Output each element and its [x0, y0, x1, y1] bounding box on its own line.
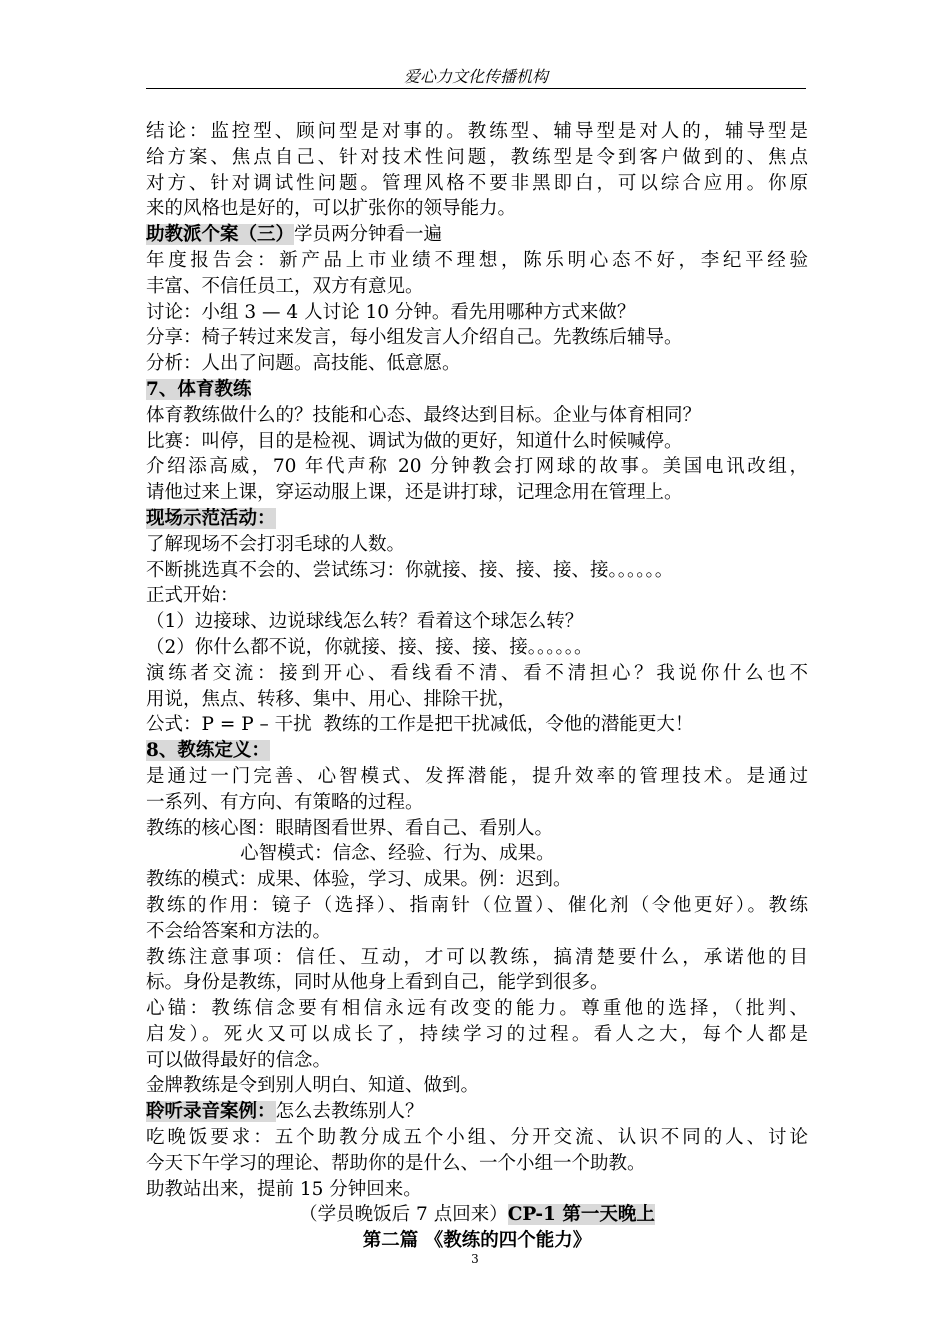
line-text: 年度报告会：新产品上市业绩不理想，陈乐明心态不好，李纪平经验	[146, 249, 808, 271]
line-text: 不断挑选真不会的、尝试练习：你就接、接、接、接、接。。。。。。	[146, 559, 674, 581]
text-line	[146, 1048, 808, 1074]
evening-note: （学员晚饭后 7 点回来）	[299, 1204, 508, 1226]
line-text: 心锚：教练信念要有相信永远有改变的能力。尊重他的选择，（批判、	[146, 998, 808, 1020]
text-line	[146, 583, 808, 609]
line-text: 标。身份是教练，同时从他身上看到自己，能学到很多。	[146, 972, 609, 994]
text-line	[146, 1099, 808, 1125]
bold-heading: 现场示范活动：	[146, 507, 276, 529]
text-line	[146, 480, 808, 506]
text-line	[146, 1022, 808, 1048]
text-line	[146, 919, 808, 945]
line-text: 学员两分钟看一遍	[294, 224, 443, 246]
text-line	[146, 171, 808, 197]
paragraph-lines	[146, 119, 808, 1202]
line-text: 教练的作用：镜子（选择）、指南针（位置）、催化剂（令他更好）。教练	[146, 894, 808, 916]
line-text: 教练的模式：成果、体验，学习、成果。例：迟到。	[146, 869, 572, 891]
text-line	[146, 635, 808, 661]
page-number: 3	[471, 1252, 479, 1266]
line-text: 教练注意事项：信任、互动，才可以教练，搞清楚要什么，承诺他的目	[146, 946, 808, 968]
line-text: 了解现场不会打羽毛球的人数。	[146, 533, 406, 555]
line-text: 对方、针对调试性问题。管理风格不要非黑即白，可以综合应用。你原	[146, 172, 808, 194]
line-text: 比赛：叫停，目的是检视、调试为做的更好，知道什么时候喊停。	[146, 430, 683, 452]
text-line	[146, 1151, 808, 1177]
text-line	[146, 1125, 808, 1151]
line-text: 正式开始：	[146, 585, 239, 607]
line-text: 结论：监控型、顾问型是对事的。教练型、辅导型是对人的，辅导型是	[146, 121, 808, 142]
line-text: （1）边接球、边说球线怎么转？看着这个球怎么转？	[146, 611, 584, 633]
line-text: 助教站出来，提前 15 分钟回来。	[146, 1178, 422, 1200]
bold-heading: 8、教练定义：	[146, 740, 270, 762]
line-text: 怎么去教练别人？	[275, 1101, 424, 1123]
text-line	[146, 532, 808, 558]
text-line	[146, 661, 808, 687]
line-text: 讨论：小组 3 — 4 人讨论 10 分钟。看先用哪种方式来做？	[146, 301, 636, 323]
text-line	[146, 325, 808, 351]
bold-heading: 聆听录音案例：	[146, 1101, 276, 1123]
text-line	[146, 558, 808, 584]
line-text: 丰富、不信任员工，双方有意见。	[146, 275, 424, 297]
chapter-title: 第二篇 《教练的四个能力》	[362, 1230, 592, 1252]
text-line	[146, 945, 808, 971]
line-text: 是通过一门完善、心智模式、发挥潜能，提升效率的管理技术。是通过	[146, 765, 808, 787]
bold-heading: 7、体育教练	[146, 378, 252, 400]
line-text: 吃晚饭要求：五个助教分成五个小组、分开交流、认识不同的人、讨论	[146, 1127, 808, 1149]
text-line	[146, 841, 808, 867]
line-text: 公式：P = P – 干扰 教练的工作是把干扰减低，令他的潜能更大！	[146, 714, 694, 736]
text-line	[146, 119, 808, 145]
document-body	[146, 119, 808, 1254]
line-text: 来的风格也是好的，可以扩张你的领导能力。	[146, 198, 517, 220]
text-line	[146, 248, 808, 274]
line-text: 体育教练做什么的？技能和心态、最终达到目标。企业与体育相同？	[146, 404, 702, 426]
text-line	[146, 300, 808, 326]
line-text: 分析：人出了问题。高技能、低意愿。	[146, 353, 461, 375]
evening-title: CP-1 第一天晚上	[507, 1204, 655, 1226]
text-line	[146, 506, 808, 532]
line-text: 一系列、有方向、有策略的过程。	[146, 791, 424, 813]
line-text: （2）你什么都不说，你就接、接、接、接、接。。。。。。	[146, 636, 593, 658]
line-text: 不会给答案和方法的。	[146, 920, 332, 942]
text-line	[146, 377, 808, 403]
text-line	[146, 609, 808, 635]
text-line	[146, 1177, 808, 1203]
line-text: 分享：椅子转过来发言，每小组发言人介绍自己。先教练后辅导。	[146, 327, 683, 349]
line-text: 心智模式：信念、经验、行为、成果。	[146, 843, 555, 865]
page-header: 爱心力文化传播机构	[146, 66, 806, 89]
text-line	[146, 867, 808, 893]
text-line	[146, 687, 808, 713]
line-text: 用说，焦点、转移、集中、用心、排除干扰，	[146, 688, 517, 710]
line-text: 教练的核心图：眼睛图看世界、看自己、看别人。	[146, 817, 554, 839]
text-line	[146, 738, 808, 764]
text-line	[146, 764, 808, 790]
text-line	[146, 222, 808, 248]
bold-heading: 助教派个案（三）	[146, 224, 295, 246]
line-text: 启发）。死火又可以成长了，持续学习的过程。看人之大，每个人都是	[146, 1023, 808, 1045]
text-line	[146, 790, 808, 816]
text-line	[146, 893, 808, 919]
line-text: 介绍添高威，70 年代声称 20 分钟教会打网球的故事。美国电讯改组，	[146, 456, 808, 478]
line-text: 今天下午学习的理论、帮助你的是什么、一个小组一个助教。	[146, 1152, 646, 1174]
text-line	[146, 145, 808, 171]
text-line	[146, 454, 808, 480]
text-line	[146, 403, 808, 429]
line-text: 金牌教练是令到别人明白、知道、做到。	[146, 1075, 480, 1097]
text-line	[146, 429, 808, 455]
text-line	[146, 712, 808, 738]
line-text: 可以做得最好的信念。	[146, 1049, 332, 1071]
evening-note-line	[146, 1202, 808, 1228]
text-line	[146, 816, 808, 842]
text-line	[146, 996, 808, 1022]
line-text: 请他过来上课，穿运动服上课，还是讲打球，记理念用在管理上。	[146, 482, 683, 504]
text-line	[146, 1073, 808, 1099]
text-line	[146, 196, 808, 222]
line-text: 给方案、焦点自己、针对技术性问题，教练型是令到客户做到的、焦点	[146, 146, 808, 168]
text-line	[146, 351, 808, 377]
text-line	[146, 274, 808, 300]
line-text: 演练者交流：接到开心、看线看不清、看不清担心？我说你什么也不	[146, 662, 808, 684]
text-line	[146, 970, 808, 996]
